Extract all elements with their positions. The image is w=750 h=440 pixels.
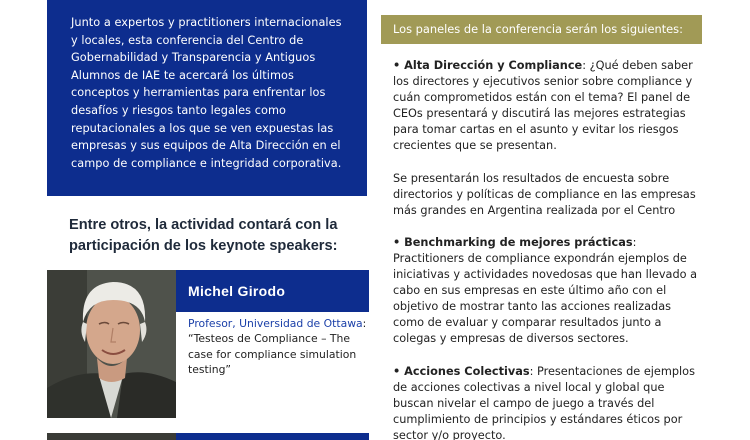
speaker-card (47, 270, 369, 418)
intro-box (47, 0, 367, 196)
panel-item (393, 58, 705, 155)
speaker-role: Profesor, Universidad de Ottawa (188, 317, 363, 330)
panels-header: Los paneles de la conferencia serán los siguientes: (381, 15, 702, 44)
speaker-photo (47, 270, 176, 418)
panel-title: • Alta Dirección y Compliance (393, 59, 583, 72)
panel-title: • Acciones Colectivas (393, 364, 530, 378)
panel-description: Se presentarán los resultados de encuesta sobre directorios y políticas de compliance en las empresas más grandes en Argentina realizada por el Centro (393, 171, 696, 217)
speaker-talk: : “Testeos de Compliance – The case for compliance simulation testing” (188, 317, 367, 377)
speaker-name-bar-partial (176, 433, 369, 440)
intro-text: Junto a expertos y practitioners internacionales y locales, esta conferencia del Centro de Gobernabilidad y Transparencia y Antiguos Alumnos de IAE te acercará los últimos conceptos y herramientas para enfrentar los desafíos y riesgos tanto legales como reputacionales a los que se ven expuestas las empresas y sus equipos de Alta Dirección en el campo de compliance e integridad corporativa. (71, 16, 342, 170)
speaker-description (188, 316, 368, 378)
panel-description: : Presentaciones de ejemplos de acciones colectivas a nivel local y global que buscan nivelar el campo de juego a través del cumplimiento de principios y estándares éticos por sector y/o proyecto. (393, 364, 695, 440)
panel-item (393, 235, 705, 348)
panels-list (393, 58, 705, 440)
panel-title: • Benchmarking de mejores prácticas (393, 235, 633, 249)
panel-description: : Practitioners de compliance expondrán ejemplos de iniciativas y actividades novedosas que han llevado a cabo en sus empresas en este último año con el objetivo de mostrar tanto las acciones realizadas como de evaluar y comparar resultados junto a colegas y empresas de diversos sectores. (393, 235, 698, 346)
panel-item (393, 364, 705, 440)
speaker-photo-partial (47, 433, 176, 440)
speaker-portrait-icon (47, 270, 176, 418)
keynote-heading: Entre otros, la actividad contará con la participación de los keynote speakers: (69, 217, 338, 254)
panel-description: : ¿Qué deben saber los directores y ejecutivos senior sobre compliance y cuán comprometidos están con el tema? El panel de CEOs presentará y discutirá las mejores estrategias para tomar cartas en el asunto y evitar los riesgos crecientes que se presentan. (393, 59, 693, 153)
panel-item (393, 171, 705, 219)
speaker-name: Michel Girodo (176, 270, 369, 312)
